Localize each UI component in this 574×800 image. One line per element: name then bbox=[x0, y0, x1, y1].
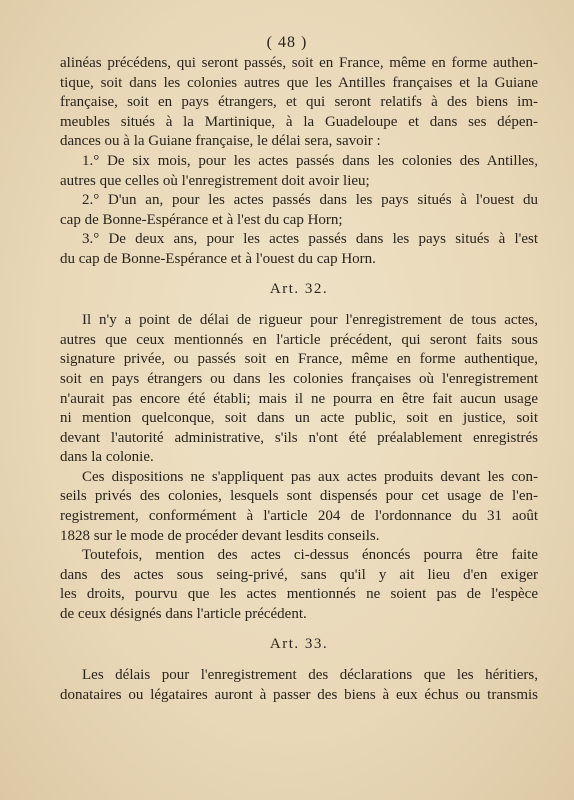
text-line: alinéas précédens, qui seront passés, soit en France, même en forme authen- bbox=[60, 55, 538, 71]
text-line: française, soit en pays étrangers, et qui seront relatifs à des biens im- bbox=[60, 94, 538, 111]
text-line: meubles situés à la Martinique, à la Guadeloupe et dans ses dépen- bbox=[60, 113, 538, 130]
text-line: soit en pays étrangers ou dans les colonies françaises où l'enregistrement bbox=[60, 370, 538, 387]
text-line: Les délais pour l'enregistrement des déclarations que les héritiers, bbox=[82, 667, 538, 684]
text-line: 1828 sur le mode de procéder devant lesdits conseils. bbox=[60, 527, 380, 544]
text-line: dances ou à la Guiane française, le délai sera, savoir : bbox=[60, 133, 381, 150]
page-number: ( 48 ) bbox=[266, 34, 308, 51]
paragraph bbox=[60, 152, 538, 191]
document-body bbox=[60, 54, 538, 705]
text-line: Toutefois, mention des actes ci-dessus énoncés pourra être faite bbox=[82, 547, 538, 564]
text-line: tique, soit dans les colonies autres que les Antilles françaises et la Guiane bbox=[60, 74, 538, 91]
text-line: 1.° De six mois, pour les actes passés dans les colonies des Antilles, bbox=[82, 152, 538, 169]
paragraph bbox=[60, 311, 538, 468]
text-line: cap de Bonne-Espérance et à l'est du cap Horn; bbox=[60, 211, 343, 228]
paragraph bbox=[60, 191, 538, 230]
text-line: n'aurait pas encore été établi; mais il ne pourra en être fait aucun usage bbox=[60, 390, 538, 407]
paragraph bbox=[60, 54, 538, 152]
text-line: 2.° D'un an, pour les actes passés dans les pays situés à l'ouest du bbox=[82, 192, 538, 209]
text-line: du cap de Bonne-Espérance et à l'ouest du cap Horn. bbox=[60, 250, 376, 267]
paragraph bbox=[60, 666, 538, 705]
paragraph bbox=[60, 546, 538, 624]
text-line: les droits, pourvu que les actes mentionnés ne soient pas de l'espèce bbox=[60, 586, 538, 603]
text-line: 3.° De deux ans, pour les actes passés dans les pays situés à l'est bbox=[82, 231, 538, 248]
text-line: registrement, conformément à l'article 204 de l'ordonnance du 31 août bbox=[60, 508, 538, 525]
article-heading: Art. 32. bbox=[269, 280, 329, 297]
paragraph bbox=[60, 230, 538, 269]
text-line: signature privée, ou passés soit en France, même en forme authentique, bbox=[60, 351, 538, 368]
text-line: de ceux désignés dans l'article précédent. bbox=[60, 606, 307, 623]
text-line: seils privés des colonies, lesquels sont dispensés pour cet usage de l'en- bbox=[60, 488, 538, 505]
article-heading: Art. 33. bbox=[269, 635, 329, 652]
text-line: donataires ou légataires auront à passer des biens à eux échus ou transmis bbox=[60, 686, 538, 703]
text-line: Ces dispositions ne s'appliquent pas aux actes produits devant les con- bbox=[82, 468, 538, 485]
paragraph bbox=[60, 468, 538, 546]
text-line: dans des actes sous seing-privé, sans qu'il y ait lieu d'en exiger bbox=[60, 566, 538, 583]
text-line: devant l'autorité administrative, s'ils n'ont été préalablement enregistrés bbox=[60, 429, 538, 446]
text-line: Il n'y a point de délai de rigueur pour l'enregistrement de tous actes, bbox=[82, 312, 538, 329]
text-line: ni mention quelconque, soit dans un acte public, soit en justice, soit bbox=[60, 410, 538, 427]
text-line: autres que celles où l'enregistrement doit avoir lieu; bbox=[60, 172, 370, 189]
text-line: autres que ceux mentionnés en l'article précédent, qui seront faits sous bbox=[60, 331, 538, 348]
text-line: dans la colonie. bbox=[60, 449, 154, 466]
